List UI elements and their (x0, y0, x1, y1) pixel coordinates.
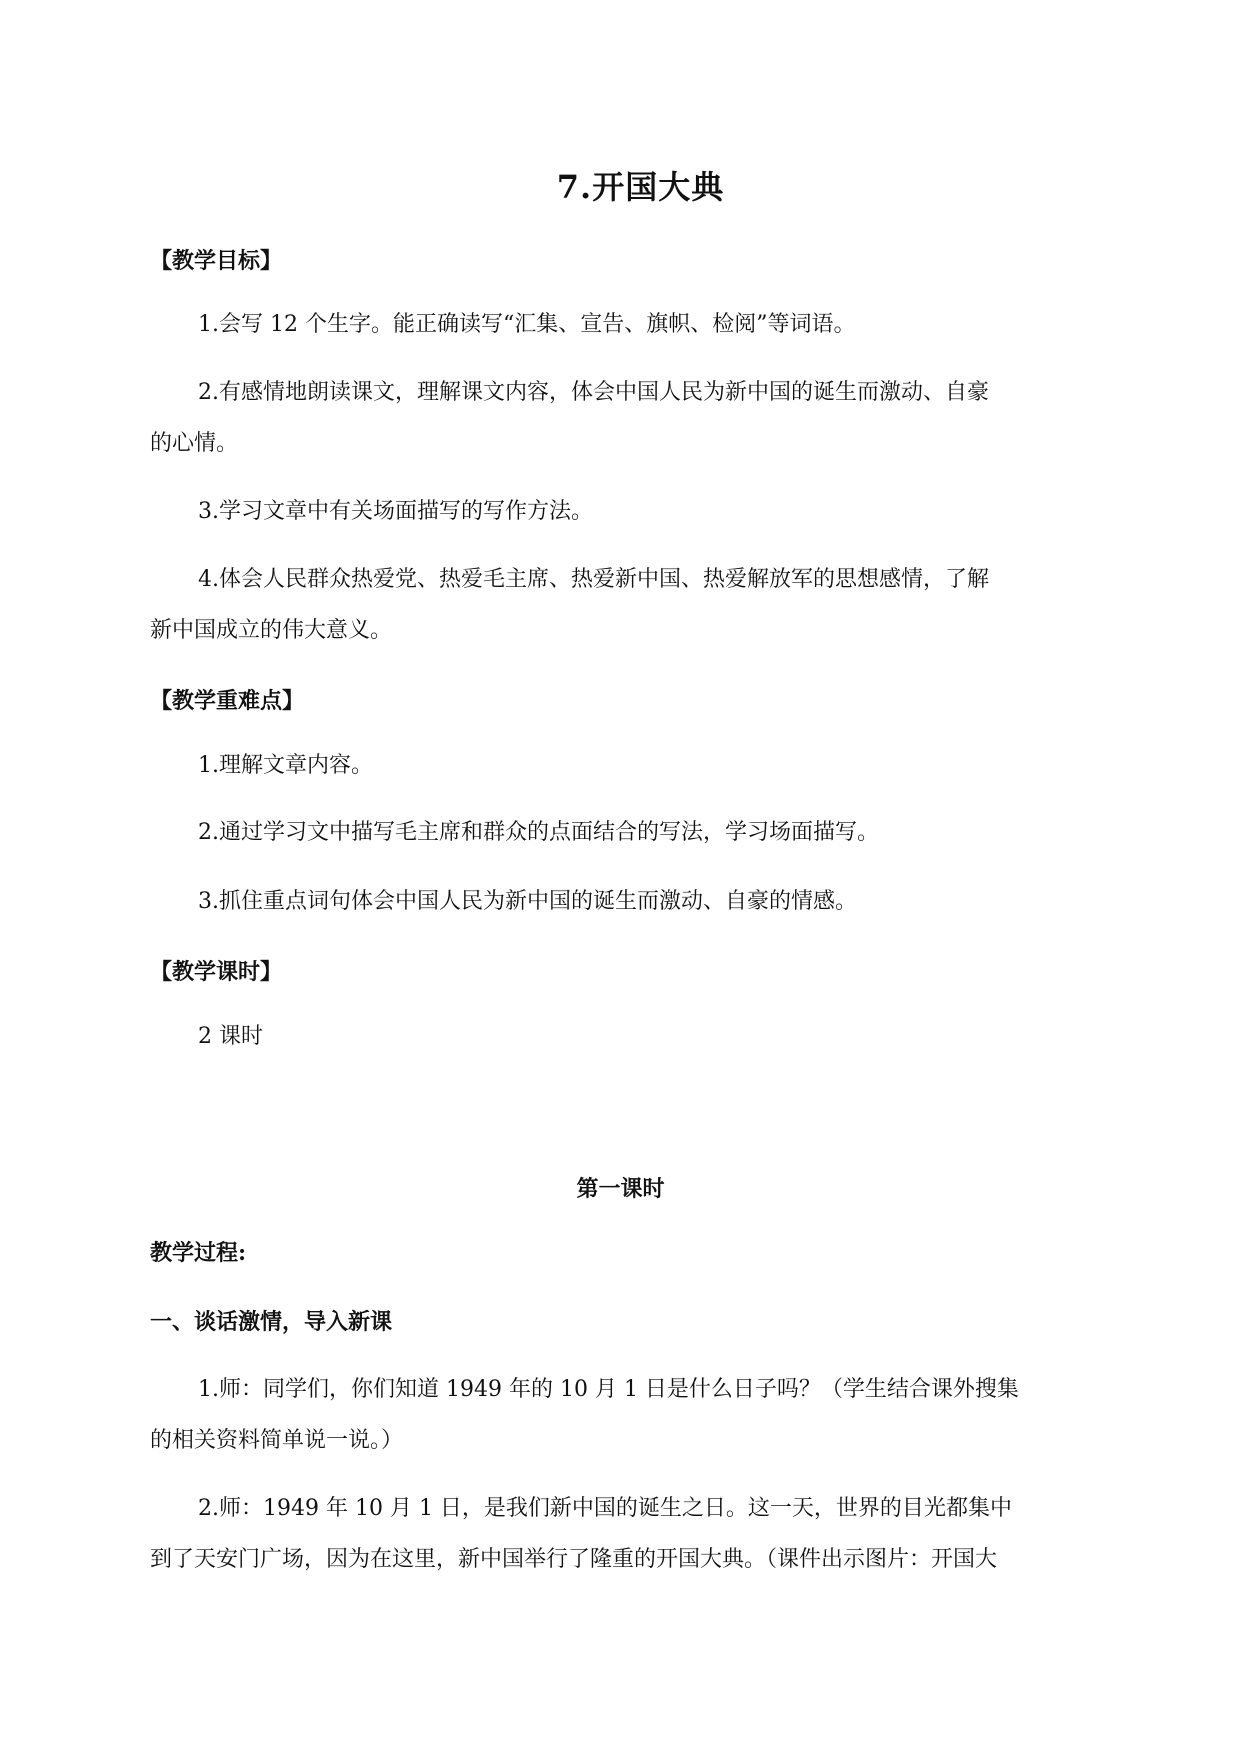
difficulty-item-3: 3.抓住重点词句体会中国人民为新中国的诞生而激动、自豪的情感。 (198, 889, 857, 914)
goal-item-3: 3.学习文章中有关场面描写的写作方法。 (198, 499, 593, 524)
difficulty-item-2: 2.通过学习文中描写毛主席和群众的点面结合的写法，学习场面描写。 (198, 820, 879, 845)
goal-item-4-line-1: 4.体会人民群众热爱党、热爱毛主席、热爱新中国、热爱解放军的思想感情，了解 (198, 567, 989, 592)
section-heading-hours: 【教学课时】 (150, 959, 283, 985)
goal-item-1: 1.会写 12 个生字。能正确读写“汇集、宣告、旗帜、检阅”等词语。 (198, 312, 856, 337)
goal-item-4-line-2: 新中国成立的伟大意义。 (150, 618, 393, 643)
part-1-paragraph-1-line-1: 1.师：同学们，你们知道 1949 年的 10 月 1 日是什么日子吗？（学生结合课外搜集 (198, 1377, 1019, 1402)
goal-item-2-line-1: 2.有感情地朗读课文，理解课文内容，体会中国人民为新中国的诞生而激动、自豪 (198, 380, 989, 405)
lesson-heading: 第一课时 (576, 1176, 665, 1202)
part-1-heading: 一、谈话激情，导入新课 (150, 1309, 393, 1335)
part-1-paragraph-2-line-2: 到了天安门广场，因为在这里，新中国举行了隆重的开国大典。（课件出示图片：开国大 (150, 1547, 998, 1572)
hours-value: 2 课时 (198, 1024, 263, 1049)
difficulty-item-1: 1.理解文章内容。 (198, 753, 373, 778)
section-heading-goals: 【教学目标】 (150, 248, 283, 274)
part-1-paragraph-1-line-2: 的相关资料简单说一说。） (150, 1428, 404, 1453)
part-1-paragraph-2-line-1: 2.师：1949 年 10 月 1 日，是我们新中国的诞生之日。这一天，世界的目光都集中 (198, 1496, 1012, 1521)
document-title: 7.开国大典 (556, 168, 725, 206)
process-heading: 教学过程: (150, 1240, 247, 1266)
section-heading-difficulty: 【教学重难点】 (150, 688, 305, 714)
goal-item-2-line-2: 的心情。 (150, 431, 239, 456)
